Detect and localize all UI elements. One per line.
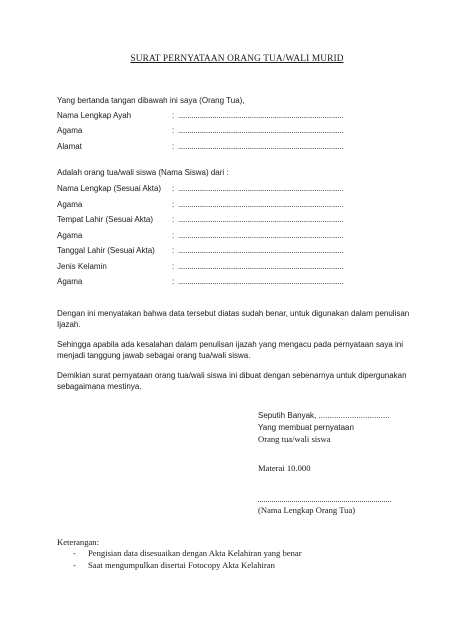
intro-student-text: Adalah orang tua/wali siswa (Nama Siswa) dari : xyxy=(57,168,229,177)
field-colon: : xyxy=(172,200,175,209)
field-blank: ...................................................................................... xyxy=(178,262,344,271)
field-colon: : xyxy=(172,142,175,151)
field-blank: ...................................................................................... xyxy=(178,184,344,193)
field-blank: ...................................................................................... xyxy=(178,277,344,286)
field-blank: ...................................................................................... xyxy=(178,200,344,209)
note-text: Saat mengumpulkan disertai Fotocopy Akta Kelahiran xyxy=(88,560,275,570)
field-colon: : xyxy=(172,277,175,286)
note-dash: - xyxy=(73,560,76,570)
stamp-duty-label: Materai 10.000 xyxy=(258,463,311,473)
field-blank: ...................................................................................... xyxy=(178,215,344,224)
notes-heading: Keterangan: xyxy=(57,537,99,547)
field-label: Tempat Lahir (Sesuai Akta) xyxy=(57,215,154,224)
field-blank: ...................................................................................... xyxy=(178,111,344,120)
field-label: Agama xyxy=(57,277,83,286)
field-label: Agama xyxy=(57,200,83,209)
statement-paragraph: Dengan ini menyatakan bahwa data tersebut diatas sudah benar, untuk digunakan dalam penulisan Ijazah. xyxy=(57,309,410,329)
intro-parent-text: Yang bertanda tangan dibawah ini saya (Orang Tua), xyxy=(57,96,245,105)
field-label: Tanggal Lahir (Sesuai Akta) xyxy=(57,246,155,255)
responsibility-paragraph: Sehingga apabila ada kesalahan dalam penulisan ijazah yang mengacu pada pernyataan saya ini menjadi tanggung jawab sebagai orang tua/wali siswa. xyxy=(57,340,404,360)
field-label: Nama Lengkap (Sesuai Akta) xyxy=(57,184,162,193)
field-colon: : xyxy=(172,126,175,135)
field-blank: ...................................................................................... xyxy=(178,246,344,255)
field-blank: ...................................................................................... xyxy=(178,142,344,151)
field-label: Jenis Kelamin xyxy=(57,262,107,271)
signer-role: Orang tua/wali siswa xyxy=(258,434,331,444)
signature-line xyxy=(258,501,391,502)
field-label: Agama xyxy=(57,231,83,240)
field-label: Nama Lengkap Ayah xyxy=(57,111,132,120)
field-colon: : xyxy=(172,246,175,255)
field-colon: : xyxy=(172,262,175,271)
field-colon: : xyxy=(172,231,175,240)
field-blank: ...................................................................................... xyxy=(178,231,344,240)
field-colon: : xyxy=(172,111,175,120)
closing-paragraph: Demikian surat pernyataan orang tua/wali siswa ini dibuat dengan sebenarnya untuk dipergunakan sebagaimana mestinya. xyxy=(57,371,407,391)
field-label: Alamat xyxy=(57,142,82,151)
document-title: SURAT PERNYATAAN ORANG TUA/WALI MURID xyxy=(130,54,344,64)
field-colon: : xyxy=(172,184,175,193)
signer-name-hint: (Nama Lengkap Orang Tua) xyxy=(258,505,356,515)
note-dash: - xyxy=(73,548,76,558)
note-text: Pengisian data disesuaikan dengan Akta Kelahiran yang benar xyxy=(88,548,302,558)
field-colon: : xyxy=(172,215,175,224)
field-label: Agama xyxy=(57,126,83,135)
place-date-line: Seputih Banyak, ................................ xyxy=(258,411,390,420)
field-blank: ...................................................................................... xyxy=(178,126,344,135)
signer-caption: Yang membuat pernyataan xyxy=(258,423,354,432)
